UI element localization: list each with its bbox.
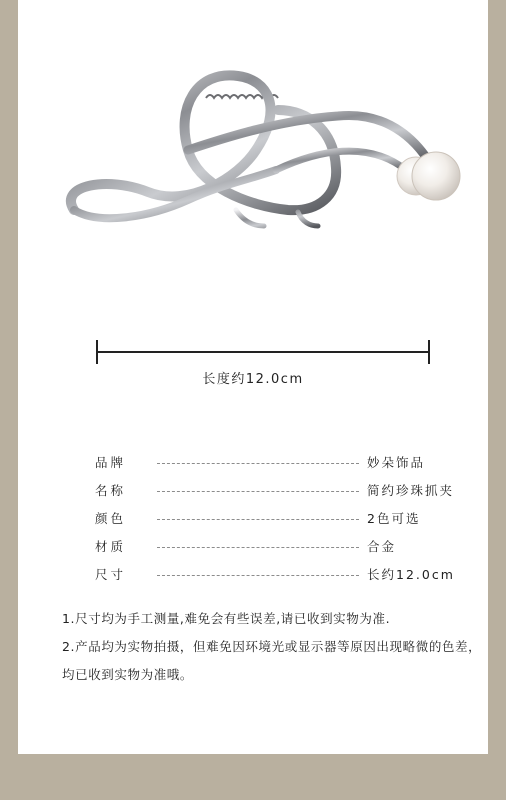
dotted-leader bbox=[157, 519, 359, 520]
spec-key: 名称 bbox=[95, 483, 127, 498]
dotted-leader bbox=[157, 463, 359, 464]
spec-row bbox=[95, 532, 475, 560]
length-label: 长度约12.0cm bbox=[202, 372, 304, 387]
spec-row bbox=[95, 448, 475, 476]
pearl-front bbox=[412, 152, 460, 200]
dotted-leader bbox=[157, 575, 359, 576]
spec-row bbox=[95, 504, 475, 532]
note-color-difference: 2.产品均为实物拍摄，但难免因环境光或显示器等原因出现略微的色差，均已收到实物为准哦。 bbox=[62, 639, 482, 682]
metal-wire bbox=[71, 75, 428, 226]
spec-key: 品牌 bbox=[95, 455, 127, 470]
spec-row bbox=[95, 476, 475, 504]
spec-key: 尺寸 bbox=[95, 567, 127, 582]
length-ruler bbox=[96, 340, 430, 364]
spec-row bbox=[95, 560, 475, 588]
spec-table bbox=[95, 448, 475, 588]
spec-key: 颜色 bbox=[95, 511, 127, 526]
spec-key: 材质 bbox=[95, 539, 127, 554]
hair-claw-product-image bbox=[18, 0, 488, 290]
spec-value: 妙朵饰品 bbox=[367, 455, 426, 470]
note-measurement: 1.尺寸均为手工测量,难免会有些误差,请已收到实物为准. bbox=[62, 611, 391, 626]
notes bbox=[62, 605, 482, 689]
spec-value: 简约珍珠抓夹 bbox=[367, 483, 455, 498]
spec-value: 2色可选 bbox=[367, 511, 421, 526]
spec-value: 长约12.0cm bbox=[367, 567, 455, 582]
spec-value: 合金 bbox=[367, 539, 397, 554]
dotted-leader bbox=[157, 491, 359, 492]
dotted-leader bbox=[157, 547, 359, 548]
product-detail-card bbox=[18, 0, 488, 754]
